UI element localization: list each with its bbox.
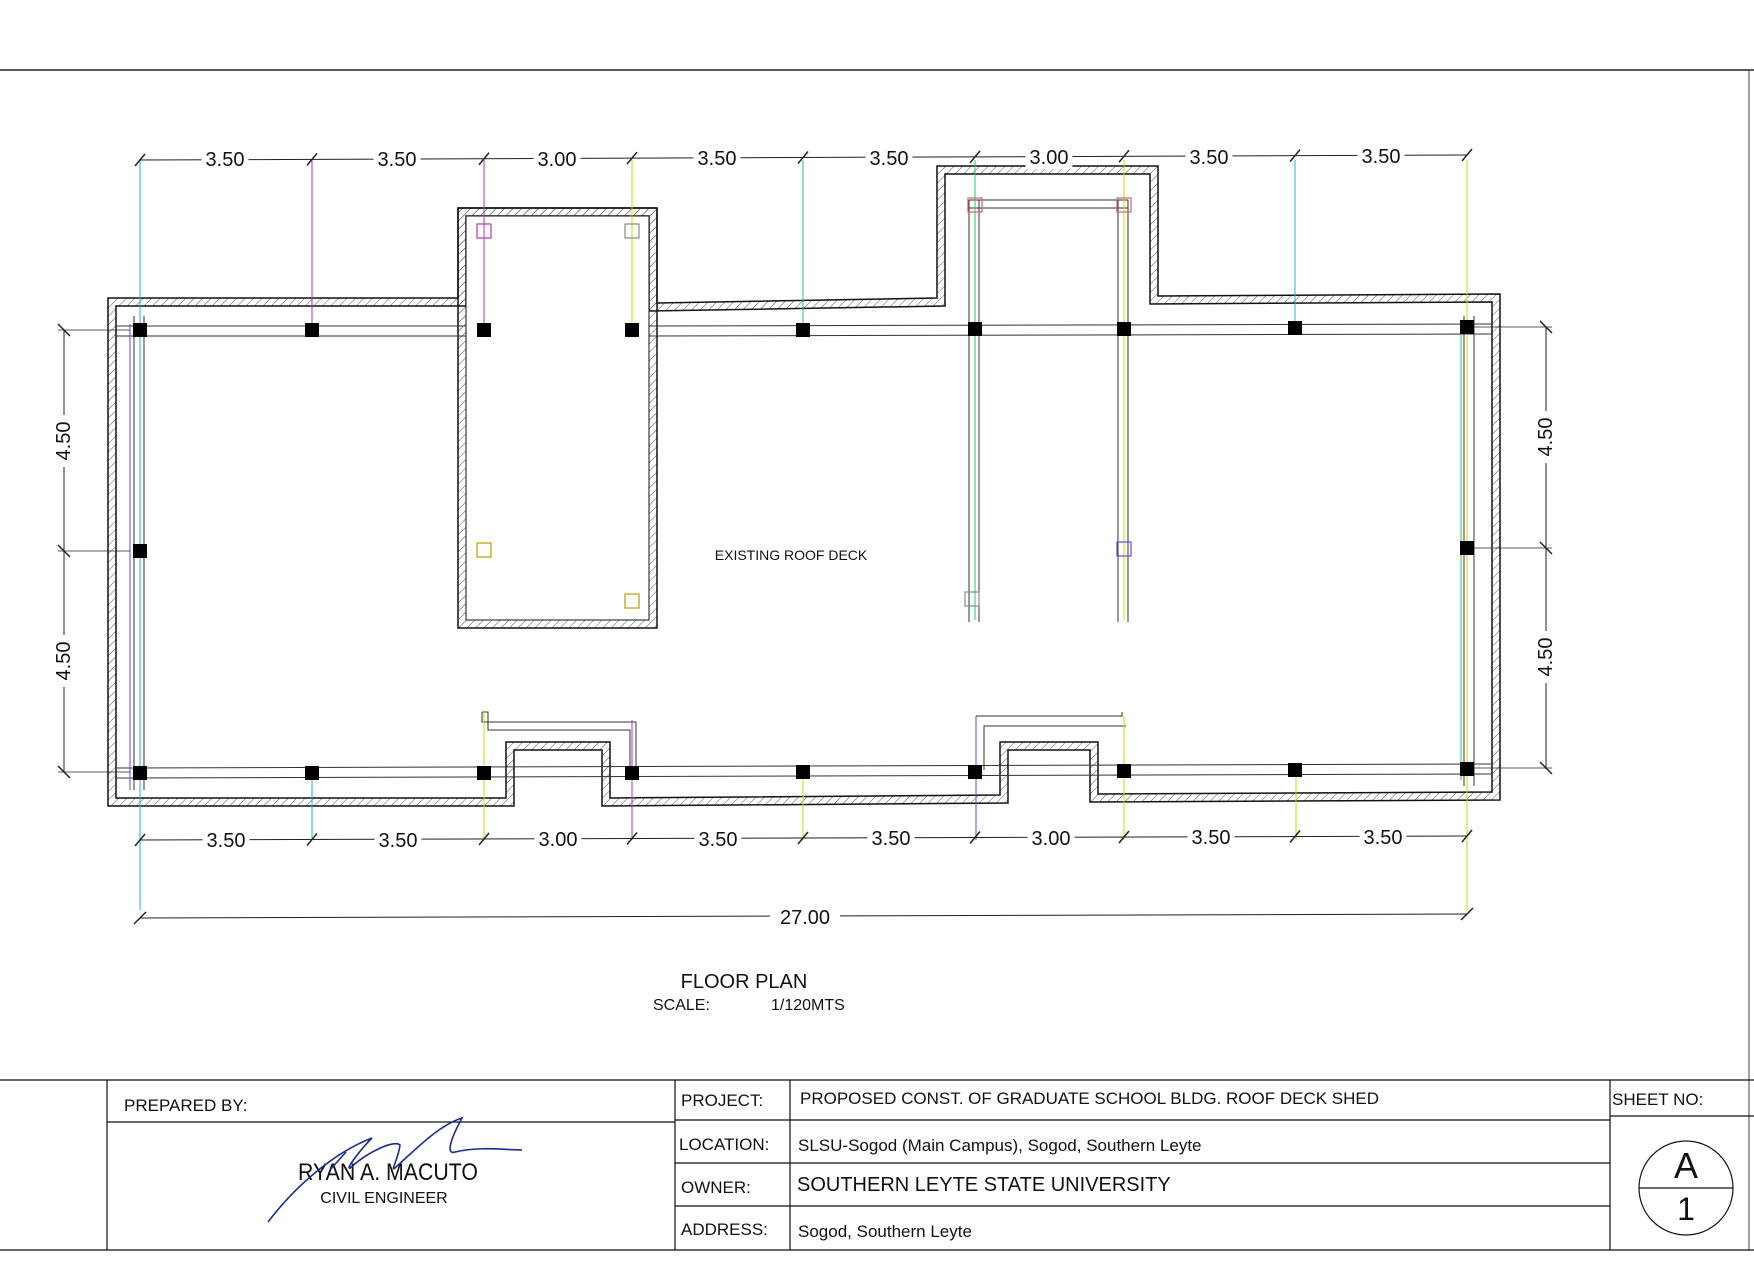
left-dimensions	[52, 324, 130, 778]
dim-label: 3.50	[1191, 827, 1231, 849]
column	[625, 323, 639, 337]
right-dimensions	[1474, 321, 1558, 774]
dim-label: 3.50	[1361, 146, 1401, 168]
column	[968, 322, 982, 336]
dim-label: 3.00	[537, 149, 577, 171]
dim-label: 3.50	[869, 148, 909, 170]
column	[1460, 320, 1474, 334]
owner-value: SOUTHERN LEYTE STATE UNIVERSITY	[797, 1174, 1171, 1196]
sheet-border	[0, 70, 1754, 1250]
dim-label: 3.50	[206, 830, 246, 852]
column	[1288, 321, 1302, 335]
column	[625, 766, 639, 780]
drawing-title-block	[653, 971, 845, 1014]
sheet-letter: A	[1673, 1145, 1699, 1186]
bottom-dimensions	[203, 827, 1407, 852]
dim-label: 4.50	[53, 641, 75, 681]
dim-label: 4.50	[1535, 417, 1557, 457]
column	[477, 766, 491, 780]
column	[796, 765, 810, 779]
beam-lines	[116, 200, 1492, 790]
dim-label: 3.50	[205, 149, 245, 171]
project-value: PROPOSED CONST. OF GRADUATE SCHOOL BLDG. ROOF DECK SHED	[800, 1089, 1380, 1108]
address-label: ADDRESS:	[681, 1220, 768, 1239]
column	[133, 323, 147, 337]
column	[1117, 322, 1131, 336]
wall-outline	[108, 166, 1500, 806]
dim-label: 4.50	[1535, 637, 1557, 677]
column	[1288, 763, 1302, 777]
address-value: Sogod, Southern Leyte	[798, 1222, 972, 1241]
dim-label: 3.50	[697, 148, 737, 170]
dim-label: 3.00	[538, 829, 578, 851]
outer-wall	[108, 166, 1500, 806]
room-label: EXISTING ROOF DECK	[714, 547, 868, 563]
dim-label: 3.50	[377, 149, 417, 171]
dim-label: 3.00	[1029, 147, 1069, 169]
prepared-by-label: PREPARED BY:	[124, 1096, 248, 1115]
dim-label: 4.50	[53, 421, 75, 461]
column	[1460, 762, 1474, 776]
owner-label: OWNER:	[681, 1178, 751, 1197]
column	[1117, 764, 1131, 778]
column	[477, 323, 491, 337]
location-label: LOCATION:	[679, 1135, 770, 1154]
overall-dimension	[134, 902, 1473, 929]
dim-label: 3.50	[1189, 147, 1229, 169]
dim-label: 3.50	[698, 829, 738, 851]
dim-label: 3.50	[1363, 827, 1403, 849]
project-label: PROJECT:	[681, 1091, 764, 1110]
column	[796, 323, 810, 337]
dim-label: 3.00	[1031, 828, 1071, 850]
sheet-number: 1	[1677, 1191, 1695, 1227]
engineer-title: CIVIL ENGINEER	[320, 1190, 448, 1207]
column	[305, 766, 319, 780]
column	[305, 323, 319, 337]
dim-label: 3.50	[378, 830, 418, 852]
column	[133, 544, 147, 558]
location-value: SLSU-Sogod (Main Campus), Sogod, Southern Leyte	[798, 1136, 1202, 1155]
engineer-name: RYAN A. MACUTO	[298, 1159, 478, 1186]
scale-value: 1/120MTS	[771, 997, 845, 1014]
sheet-no-label: SHEET NO:	[1612, 1090, 1704, 1109]
scale-label: SCALE:	[653, 997, 710, 1014]
inner-room	[458, 208, 657, 628]
column	[1460, 541, 1474, 555]
drawing-title: FLOOR PLAN	[680, 971, 808, 993]
column	[968, 765, 982, 779]
overall-dim-label: 27.00	[779, 907, 831, 929]
dim-label: 3.50	[871, 828, 911, 850]
title-block-text	[124, 1089, 1703, 1241]
column	[133, 766, 147, 780]
